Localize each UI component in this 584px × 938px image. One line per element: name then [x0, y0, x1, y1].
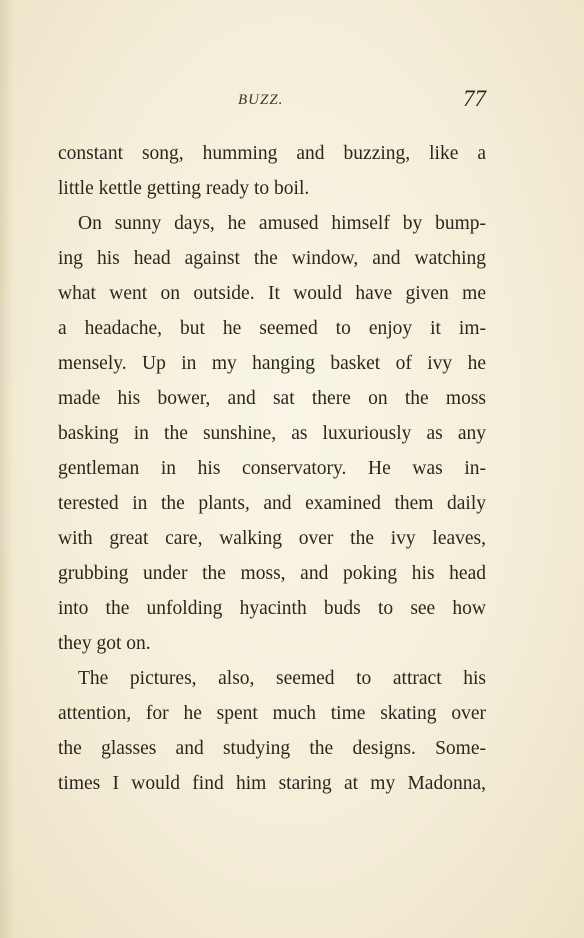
text-line: into the unfolding hyacinth buds to see how	[58, 598, 486, 619]
text-line: ing his head against the window, and watching	[58, 248, 486, 269]
text-line: a headache, but he seemed to enjoy it im-	[58, 318, 486, 339]
text-line: with great care, walking over the ivy leaves,	[58, 528, 486, 549]
page-header	[0, 86, 584, 116]
text-line: terested in the plants, and examined them daily	[58, 493, 486, 514]
text-line: The pictures, also, seemed to attract his	[78, 668, 486, 689]
text-line: On sunny days, he amused himself by bump-	[78, 213, 486, 234]
text-line: attention, for he spent much time skating over	[58, 703, 486, 724]
text-line: they got on.	[58, 633, 151, 654]
text-line: mensely. Up in my hanging basket of ivy he	[58, 353, 486, 374]
running-title: BUZZ.	[238, 92, 284, 108]
body-text	[58, 136, 486, 801]
text-line: little kettle getting ready to boil.	[58, 178, 310, 199]
paragraph	[58, 661, 486, 801]
text-line: gentleman in his conservatory. He was in-	[58, 458, 486, 479]
paragraph	[58, 206, 486, 661]
text-line: times I would find him staring at my Madonna,	[58, 773, 486, 794]
paragraph	[58, 136, 486, 206]
text-line: basking in the sunshine, as luxuriously as any	[58, 423, 486, 444]
text-line: grubbing under the moss, and poking his head	[58, 563, 486, 584]
text-line: what went on outside. It would have given me	[58, 283, 486, 304]
text-line: the glasses and studying the designs. Some-	[58, 738, 486, 759]
page-number: 77	[463, 86, 486, 111]
text-line: made his bower, and sat there on the moss	[58, 388, 486, 409]
text-line: constant song, humming and buzzing, like a	[58, 143, 486, 164]
